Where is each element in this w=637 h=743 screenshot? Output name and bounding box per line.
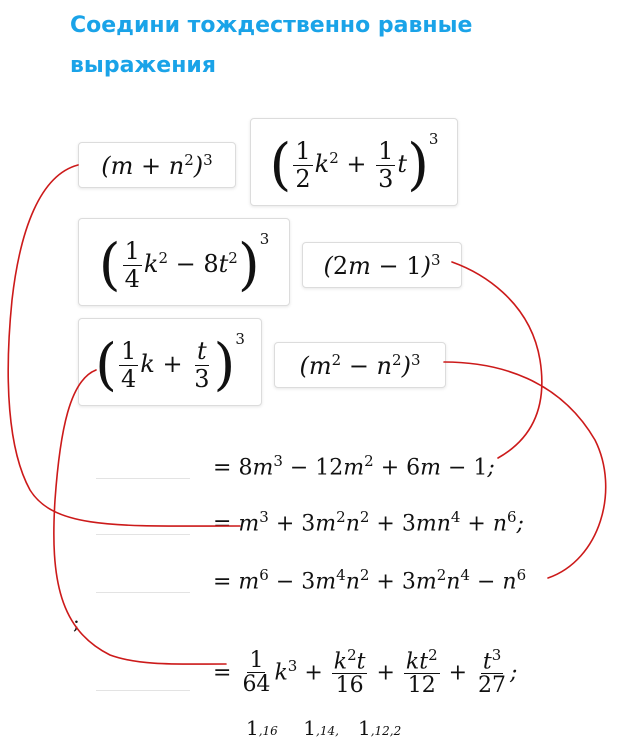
drop-slot-3[interactable]	[96, 592, 190, 593]
stray-semicolon: ;	[73, 610, 80, 634]
drop-slot-2[interactable]	[96, 534, 190, 535]
expanded-expression-2: = $m^3 + 3m^2n^2 + 3mn^4 + n^6$;	[213, 508, 524, 537]
expanded-expression-1: = $8m^3 - 12m^2 + 6m - 1$;	[213, 452, 495, 481]
expression-card-m-plus-n2-cubed[interactable]: $(m + n^2)^3$	[78, 142, 236, 188]
expanded-expression-3: = $m^6 - 3m^4n^2 + 3m^2n^4 - n^6$	[213, 566, 527, 595]
expanded-expression-4: = $\frac{1}{64}$ $k^3$ + $\frac{k^2t}{16}$ + $\frac{kt^2}{12}$ + $\frac{t^3}{27}$ ;	[213, 646, 518, 699]
expression-card-2m-minus-1-cubed[interactable]: $(2m - 1)^3$	[302, 242, 462, 288]
expression-card-quarter-k2-minus-8t2-cubed[interactable]: ( $\frac{1}{4}$ $k^2 - 8t^2)^3$	[78, 218, 290, 306]
expanded-expression-5-partial: 1,16 1,14, 1,12,2	[246, 716, 402, 740]
expression-card-m2-minus-n2-cubed[interactable]: $(m^2 - n^2)^3$	[274, 342, 446, 388]
drop-slot-1[interactable]	[96, 478, 190, 479]
drop-slot-4[interactable]	[96, 690, 190, 691]
task-title: Соедини тождественно равные выражения	[70, 13, 473, 78]
expression-card-half-k2-plus-third-t-cubed[interactable]: ( $\frac{1}{2}$ $k^2$ + $\frac{1}{3}$ t)$^3$	[250, 118, 458, 206]
expression-card-quarter-k-plus-t-third-cubed[interactable]: ( $\frac{1}{4}$ k + $\frac{t}{3}$ )$^3$	[78, 318, 262, 406]
connector-line-2	[452, 262, 542, 458]
